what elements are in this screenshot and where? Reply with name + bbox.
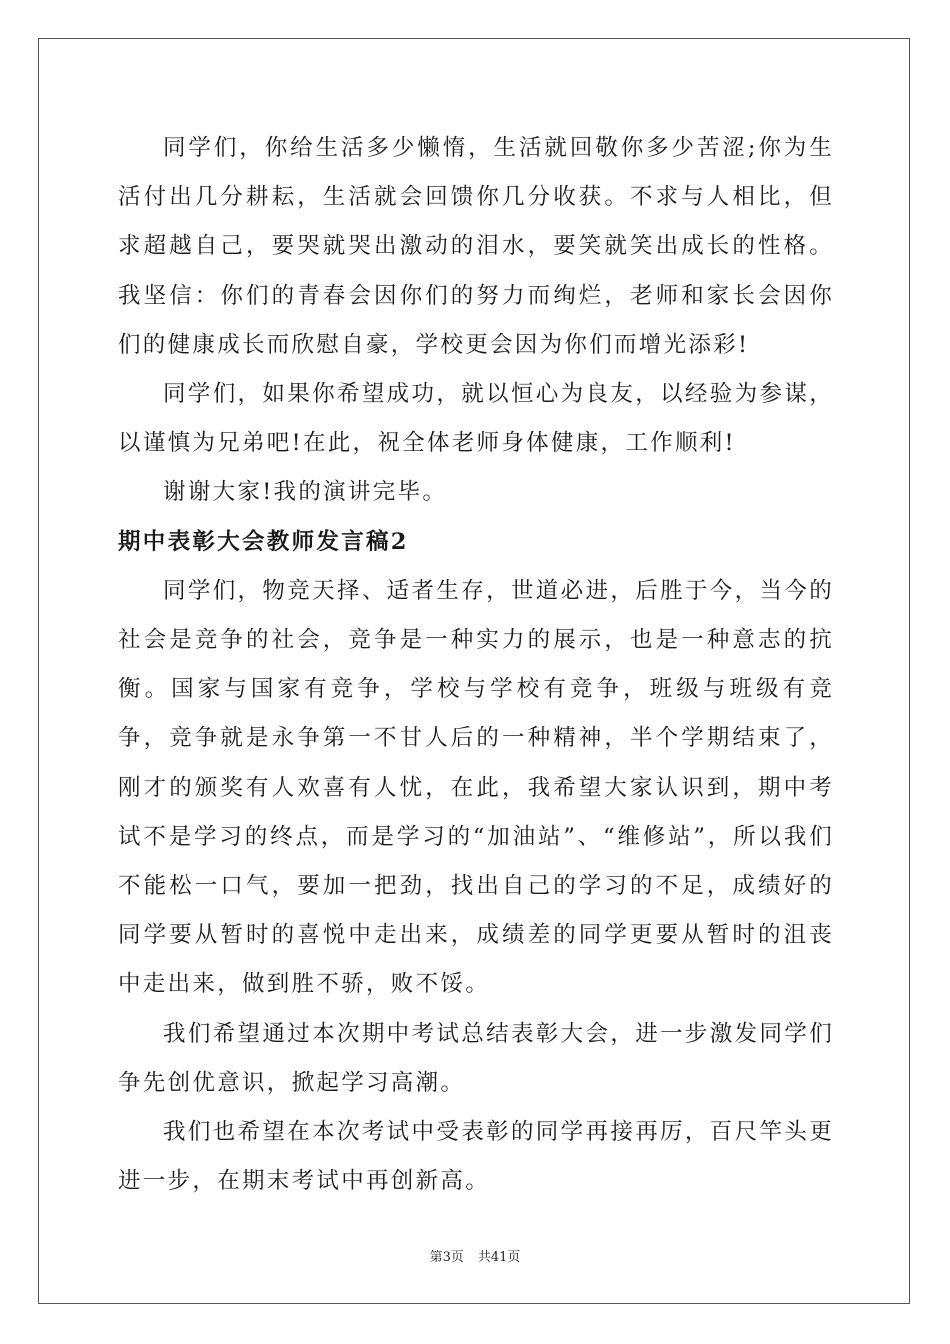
paragraph-6: 我们也希望在本次考试中受表彰的同学再接再厉，百尺竿头更进一步，在期末考试中再创新高。 bbox=[118, 1119, 834, 1195]
paragraph-3: 谢谢大家!我的演讲完毕。 bbox=[163, 479, 448, 506]
page-footer bbox=[0, 1246, 950, 1265]
page-number: 第3页 bbox=[429, 1250, 464, 1265]
paragraph-2: 同学们，如果你希望成功，就以恒心为良友，以经验为参谋，以谨慎为兄弟吧!在此，祝全体老师身体健康，工作顺利! bbox=[118, 381, 834, 457]
page-total: 共41页 bbox=[477, 1250, 521, 1265]
section-heading: 期中表彰大会教师发言稿2 bbox=[118, 528, 409, 555]
paragraph-5: 我们希望通过本次期中考试总结表彰大会，进一步激发同学们争先创优意识，掀起学习高潮。 bbox=[118, 1020, 834, 1096]
paragraph-4: 同学们，物竞天择、适者生存，世道必进，后胜于今，当今的社会是竞争的社会，竞争是一种实力的展示，也是一种意志的抗衡。国家与国家有竞争，学校与学校有竞争，班级与班级有竞争，竞争就是永争第一不甘人后的一种精神，半个学期结束了，刚才的颁奖有人欢喜有人忧，在此，我希望大家认识到，期中考试不是学习的终点，而是学习的“加油站”、“维修站”，所以我们不能松一口气，要加一把劲，找出自己的学习的不足，成绩好的同学要从暂时的喜悦中走出来，成绩差的同学更要从暂时的沮丧中走出来，做到胜不骄，败不馁。 bbox=[118, 577, 834, 998]
document-body bbox=[118, 124, 834, 1206]
paragraph-1: 同学们，你给生活多少懒惰，生活就回敬你多少苦涩;你为生活付出几分耕耘，生活就会回馈你几分收获。不求与人相比，但求超越自己，要哭就哭出激动的泪水，要笑就笑出成长的性格。我坚信：你们的青春会因你们的努力而绚烂，老师和家长会因你们的健康成长而欣慰自豪，学校更会因为你们而增光添彩! bbox=[118, 135, 834, 358]
